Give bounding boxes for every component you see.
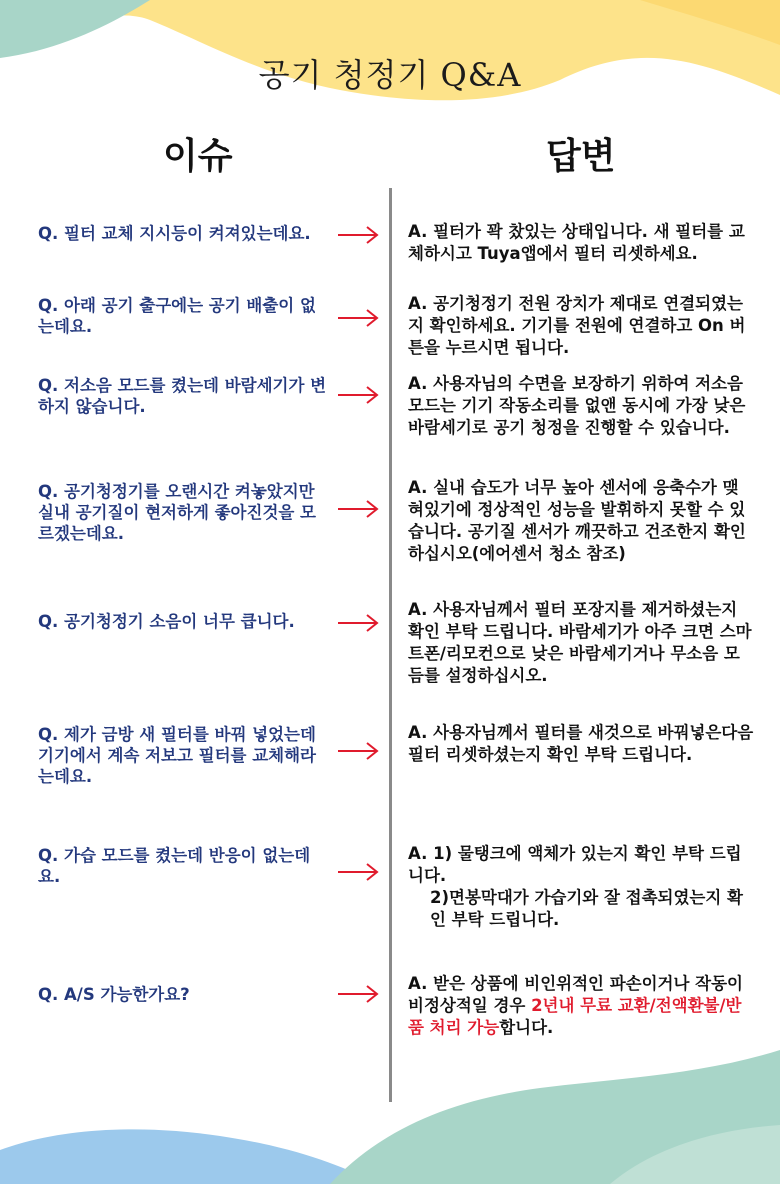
- answer-7: [408, 843, 754, 931]
- right-arrow-icon: [336, 984, 380, 1004]
- answer-6: A. 사용자님께서 필터를 새것으로 바꿔넣은다음 필터 리셋하셨는지 확인 부탁 드립니다.: [408, 723, 754, 764]
- right-arrow-icon: [336, 225, 380, 245]
- right-arrow-icon: [336, 741, 380, 761]
- answer-8-text: A. 받은 상품에 비인위적인 파손이거나 작동이 비정상적일 경우: [408, 974, 743, 1015]
- question-3: Q. 저소음 모드를 켰는데 바람세기가 변하지 않습니다.: [38, 376, 327, 416]
- right-arrow-icon: [336, 385, 380, 405]
- answer-7-line-2: 2)면봉막대가 가습기와 잘 접촉되였는지 확인 부탁 드립니다.: [430, 888, 743, 929]
- answer-8-suffix: 합니다.: [499, 1018, 554, 1037]
- question-4: Q. 공기청정기를 오랜시간 켜놓았지만 실내 공기질이 현저하게 좋아진것을 모르겠는데요.: [38, 482, 317, 543]
- answer-2: A. 공기청정기 전원 장치가 제대로 연결되였는지 확인하세요. 기기를 전원에 연결하고 On 버튼을 누르시면 됩니다.: [408, 294, 746, 357]
- answer-8: [408, 973, 754, 1039]
- question-5: Q. 공기청정기 소음이 너무 큽니다.: [38, 612, 295, 631]
- right-arrow-icon: [336, 308, 380, 328]
- question-7: Q. 가습 모드를 켰는데 반응이 없는데요.: [38, 846, 311, 886]
- answer-header: 답변: [546, 136, 616, 177]
- column-divider: [389, 188, 392, 1102]
- page-title: 공기 청정기 Q&A: [258, 56, 522, 94]
- right-arrow-icon: [336, 862, 380, 882]
- question-1: Q. 필터 교체 지시등이 켜져있는데요.: [38, 224, 311, 243]
- right-arrow-icon: [336, 499, 380, 519]
- right-arrow-icon: [336, 613, 380, 633]
- answer-5: A. 사용자님께서 필터 포장지를 제거하셨는지 확인 부탁 드립니다. 바람세기가 아주 크면 스마트폰/리모컨으로 낮은 바람세기거나 무소음 모듬를 설정하십시오.: [408, 600, 752, 685]
- answer-7-line-1: A. 1) 물탱크에 액체가 있는지 확인 부탁 드립니다.: [408, 844, 742, 885]
- question-2: Q. 아래 공기 출구에는 공기 배출이 없는데요.: [38, 296, 316, 336]
- answer-1: A. 필터가 꽉 찼있는 상태입니다. 새 필터를 교체하시고 Tuya앱에서 필터 리셋하세요.: [408, 222, 745, 263]
- question-8: Q. A/S 가능한가요?: [38, 985, 190, 1004]
- answer-8-highlight: 2년내 무료 교환/전액환불/반품 처리 가능: [408, 996, 742, 1037]
- answer-3: A. 사용자님의 수면을 보장하기 위하여 저소음 모드는 기기 작동소리를 없앤 동시에 가장 낮은 바람세기로 공기 청정을 진행할 수 있습니다.: [408, 374, 746, 437]
- question-6: Q. 제가 금방 새 필터를 바꿔 넣었는데 기기에서 계속 저보고 필터를 교체해라는데요.: [38, 725, 317, 786]
- answer-4: A. 실내 습도가 너무 높아 센서에 응축수가 맺혀있기에 정상적인 성능을 발휘하지 못할 수 있습니다. 공기질 센서가 깨끗하고 건조한지 확인하십시오(에어센서 청소 참조): [408, 478, 746, 563]
- issue-header: 이슈: [163, 136, 233, 177]
